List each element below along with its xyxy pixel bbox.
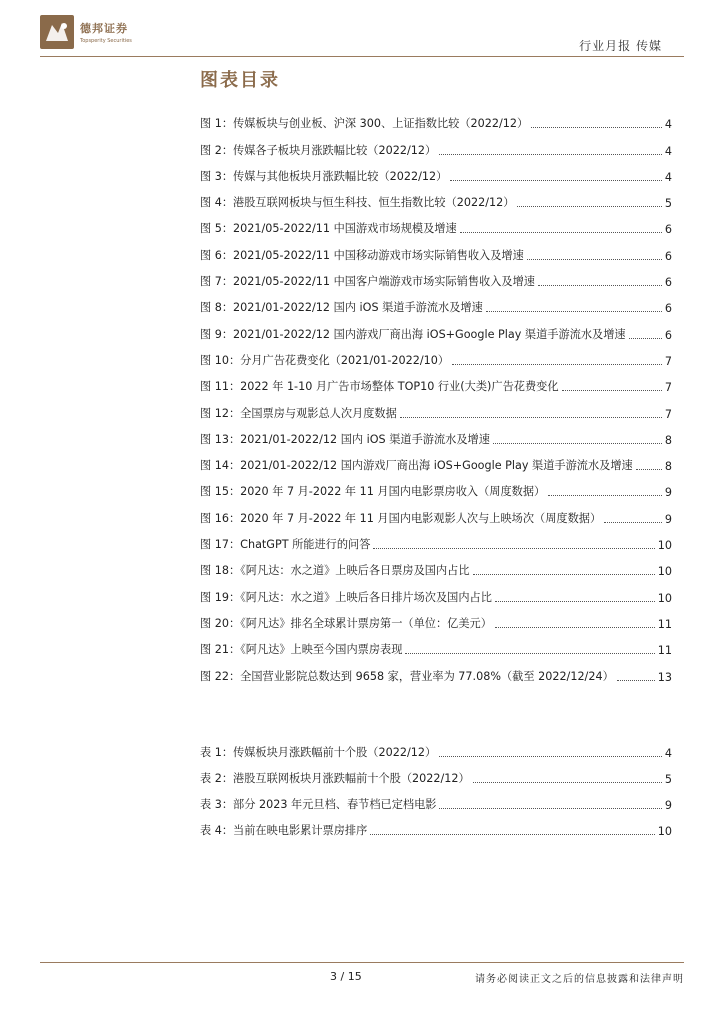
brand-logo-icon bbox=[40, 15, 74, 49]
toc-figure-entry[interactable] bbox=[200, 105, 672, 131]
toc-table-entry-page: 5 bbox=[664, 773, 672, 786]
figure-list bbox=[200, 105, 672, 684]
toc-figure-entry[interactable] bbox=[200, 158, 672, 184]
toc-table-entry-label: 表 1：传媒板块月涨跌幅前十个股（2022/12） bbox=[200, 746, 437, 759]
toc-figure-entry[interactable] bbox=[200, 499, 672, 525]
toc-table-entry-label: 表 3：部分 2023 年元旦档、春节档已定档电影 bbox=[200, 798, 437, 811]
toc-figure-entry-page: 4 bbox=[664, 144, 672, 158]
toc-figure-entry-label: 图 20：《阿凡达》排名全球累计票房第一（单位：亿美元） bbox=[200, 616, 492, 630]
dot-leader bbox=[604, 522, 662, 523]
toc-table-entry[interactable] bbox=[200, 734, 672, 760]
toc-figure-entry-label: 图 6：2021/05-2022/11 中国移动游戏市场实际销售收入及增速 bbox=[200, 248, 524, 262]
toc-figure-entry[interactable] bbox=[200, 421, 672, 447]
toc-figure-entry-label: 图 1：传媒板块与创业板、沪深 300、上证指数比较（2022/12） bbox=[200, 117, 529, 131]
toc-figure-entry-label: 图 18：《阿凡达：水之道》上映后各日票房及国内占比 bbox=[200, 564, 470, 578]
dot-leader bbox=[562, 390, 662, 391]
brand-name-en: Topsperity Securities bbox=[80, 38, 132, 44]
dot-leader bbox=[473, 574, 655, 575]
toc-figure-entry[interactable] bbox=[200, 236, 672, 262]
toc-figure-entry-page: 10 bbox=[657, 539, 672, 553]
toc-figure-entry-page: 8 bbox=[664, 460, 672, 474]
brand-logo bbox=[40, 15, 132, 49]
toc-figure-entry-page: 6 bbox=[664, 223, 672, 237]
toc-figure-entry-label: 图 14：2021/01-2022/12 国内游戏厂商出海 iOS+Google Play 渠道手游流水及增速 bbox=[200, 459, 633, 473]
toc-table-entry-page: 4 bbox=[664, 747, 672, 760]
dot-leader bbox=[531, 127, 662, 128]
toc-figure-entry-label: 图 11：2022 年 1-10 月广告市场整体 TOP10 行业(大类)广告花费变化 bbox=[200, 380, 559, 394]
report-type: 行业月报 传媒 bbox=[579, 39, 662, 53]
toc-figure-entry-page: 7 bbox=[664, 354, 672, 368]
page-number: 3 / 15 bbox=[330, 970, 362, 983]
toc-table-entry-page: 9 bbox=[664, 799, 672, 812]
dot-leader bbox=[439, 154, 662, 155]
toc-figure-entry[interactable] bbox=[200, 657, 672, 683]
dot-leader bbox=[517, 206, 661, 207]
header-divider bbox=[40, 56, 684, 57]
dot-leader bbox=[493, 443, 662, 444]
toc-figure-entry[interactable] bbox=[200, 605, 672, 631]
toc-figure-entry[interactable] bbox=[200, 289, 672, 315]
toc-figure-entry-page: 9 bbox=[664, 486, 672, 500]
dot-leader bbox=[460, 232, 662, 233]
toc-figure-entry-label: 图 2：传媒各子板块月涨跌幅比较（2022/12） bbox=[200, 143, 437, 157]
toc-figure-entry[interactable] bbox=[200, 315, 672, 341]
toc-figure-entry-label: 图 7：2021/05-2022/11 中国客户端游戏市场实际销售收入及增速 bbox=[200, 275, 535, 289]
footer-divider bbox=[40, 962, 684, 963]
dot-leader bbox=[439, 756, 662, 757]
dot-leader bbox=[439, 808, 661, 809]
toc-figure-entry-page: 11 bbox=[657, 617, 672, 631]
toc-figure-entry-page: 7 bbox=[664, 381, 672, 395]
toc-figure-entry-label: 图 3：传媒与其他板块月涨跌幅比较（2022/12） bbox=[200, 169, 448, 183]
toc-figure-entry[interactable] bbox=[200, 131, 672, 157]
toc-figure-entry-page: 4 bbox=[664, 170, 672, 184]
dot-leader bbox=[370, 834, 654, 835]
legal-disclaimer: 请务必阅读正文之后的信息披露和法律声明 bbox=[475, 974, 684, 985]
dot-leader bbox=[636, 469, 662, 470]
dot-leader bbox=[495, 627, 655, 628]
table-list bbox=[200, 734, 672, 838]
toc-figure-entry-page: 13 bbox=[657, 670, 672, 684]
toc-figure-entry-page: 8 bbox=[664, 433, 672, 447]
toc-figure-entry-label: 图 15：2020 年 7 月-2022 年 11 月国内电影票房收入（周度数据） bbox=[200, 485, 546, 499]
toc-figure-entry-label: 图 21：《阿凡达》上映至今国内票房表现 bbox=[200, 643, 403, 657]
toc-figure-entry-page: 9 bbox=[664, 512, 672, 526]
toc-figure-entry-page: 4 bbox=[664, 118, 672, 132]
toc-figure-entry-page: 10 bbox=[657, 591, 672, 605]
dot-leader bbox=[473, 782, 662, 783]
toc-figure-entry-label: 图 16：2020 年 7 月-2022 年 11 月国内电影观影人次与上映场次（周度数据） bbox=[200, 511, 602, 525]
dot-leader bbox=[548, 495, 662, 496]
toc-figure-entry-page: 6 bbox=[664, 249, 672, 263]
toc-figure-entry-page: 6 bbox=[664, 302, 672, 316]
toc-figure-entry-label: 图 13：2021/01-2022/12 国内 iOS 渠道手游流水及增速 bbox=[200, 432, 490, 446]
toc-figure-entry[interactable] bbox=[200, 210, 672, 236]
toc-figure-entry[interactable] bbox=[200, 526, 672, 552]
toc-figure-entry[interactable] bbox=[200, 394, 672, 420]
toc-figure-entry-label: 图 10：分月广告花费变化（2021/01-2022/10） bbox=[200, 353, 450, 367]
dot-leader bbox=[450, 180, 662, 181]
dot-leader bbox=[400, 417, 662, 418]
dot-leader bbox=[373, 548, 654, 549]
toc-figure-entry[interactable] bbox=[200, 578, 672, 604]
toc-figure-entry-page: 10 bbox=[657, 565, 672, 579]
dot-leader bbox=[405, 653, 654, 654]
brand-name-cn: 德邦证券 bbox=[80, 22, 128, 35]
dot-leader bbox=[527, 259, 662, 260]
dot-leader bbox=[486, 311, 662, 312]
toc-table-entry[interactable] bbox=[200, 786, 672, 812]
toc-figure-entry[interactable] bbox=[200, 552, 672, 578]
toc-figure-entry-page: 6 bbox=[664, 276, 672, 290]
toc-table-entry[interactable] bbox=[200, 812, 672, 838]
dot-leader bbox=[538, 285, 662, 286]
toc-figure-entry[interactable] bbox=[200, 184, 672, 210]
toc-title: 图表目录 bbox=[200, 70, 280, 91]
toc-figure-entry[interactable] bbox=[200, 447, 672, 473]
toc-figure-entry-label: 图 22：全国营业影院总数达到 9658 家，营业率为 77.08%（截至 2022/12/24） bbox=[200, 669, 614, 683]
toc-figure-entry[interactable] bbox=[200, 342, 672, 368]
toc-table-entry-page: 10 bbox=[657, 825, 672, 838]
page-header bbox=[0, 0, 724, 60]
toc-table-entry[interactable] bbox=[200, 760, 672, 786]
toc-figure-entry[interactable] bbox=[200, 473, 672, 499]
toc-table-entry-label: 表 2：港股互联网板块月涨跌幅前十个股（2022/12） bbox=[200, 772, 470, 785]
toc-figure-entry-page: 11 bbox=[657, 644, 672, 658]
toc-figure-entry-label: 图 12：全国票房与观影总人次月度数据 bbox=[200, 406, 397, 420]
toc-figure-entry-label: 图 5：2021/05-2022/11 中国游戏市场规模及增速 bbox=[200, 222, 457, 236]
dot-leader bbox=[495, 601, 655, 602]
dot-leader bbox=[617, 680, 655, 681]
toc-figure-entry[interactable] bbox=[200, 631, 672, 657]
dot-leader bbox=[629, 338, 662, 339]
toc-figure-entry[interactable] bbox=[200, 263, 672, 289]
toc-figure-entry-label: 图 19：《阿凡达：水之道》上映后各日排片场次及国内占比 bbox=[200, 590, 492, 604]
toc-figure-entry-label: 图 17：ChatGPT 所能进行的问答 bbox=[200, 538, 371, 552]
dot-leader bbox=[452, 364, 662, 365]
toc-figure-entry-page: 6 bbox=[664, 328, 672, 342]
toc-figure-entry-page: 7 bbox=[664, 407, 672, 421]
toc-figure-entry[interactable] bbox=[200, 368, 672, 394]
toc-figure-entry-page: 5 bbox=[664, 197, 672, 211]
toc-table-entry-label: 表 4：当前在映电影累计票房排序 bbox=[200, 824, 368, 837]
toc-figure-entry-label: 图 9：2021/01-2022/12 国内游戏厂商出海 iOS+Google Play 渠道手游流水及增速 bbox=[200, 327, 626, 341]
toc-figure-entry-label: 图 8：2021/01-2022/12 国内 iOS 渠道手游流水及增速 bbox=[200, 301, 483, 315]
toc-figure-entry-label: 图 4：港股互联网板块与恒生科技、恒生指数比较（2022/12） bbox=[200, 196, 515, 210]
